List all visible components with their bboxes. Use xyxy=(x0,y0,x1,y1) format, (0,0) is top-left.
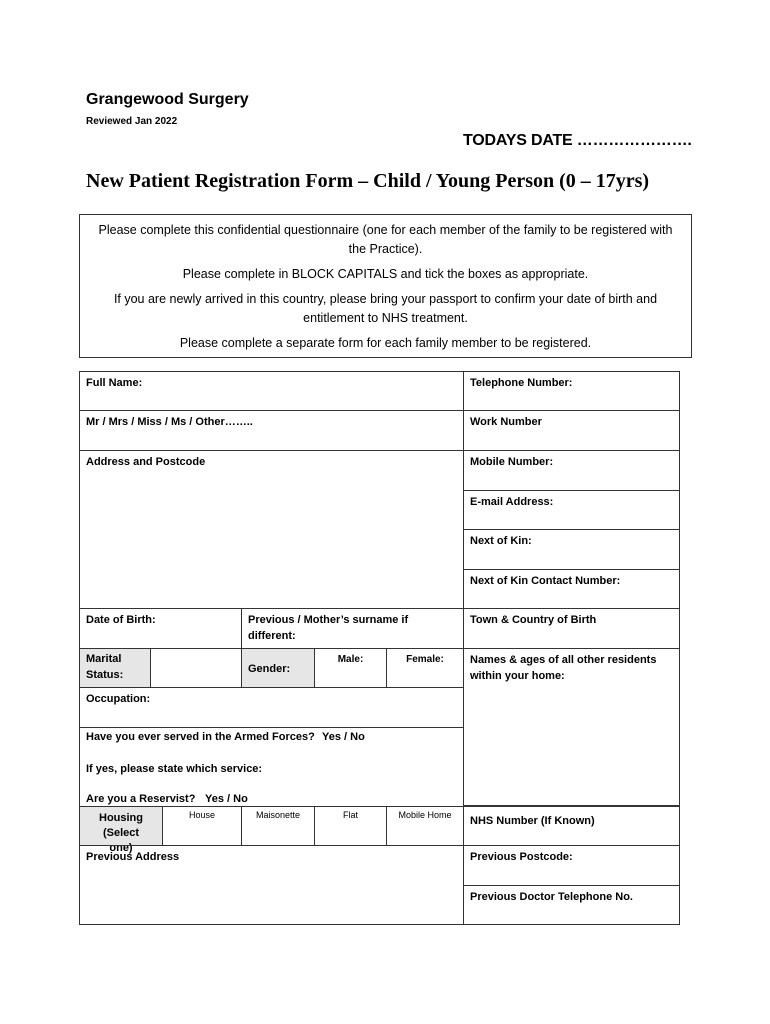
mobile-label: Mobile Number: xyxy=(470,456,554,468)
email-field[interactable] xyxy=(463,490,680,530)
gender-label-cell xyxy=(241,648,315,688)
address-label: Address and Postcode xyxy=(86,456,206,468)
next-of-kin-field[interactable] xyxy=(463,529,680,570)
next-of-kin-label: Next of Kin: xyxy=(470,535,532,547)
instruction-confidential: Please complete this confidential questionnaire (one for each member of the family to be registered with the Practice). xyxy=(98,223,673,256)
full-name-field[interactable] xyxy=(79,371,464,411)
housing-label-cell xyxy=(79,806,163,854)
reviewed-date: Reviewed Jan 2022 xyxy=(86,116,178,127)
housing-option-maisonette[interactable] xyxy=(241,806,315,846)
instruction-block-capitals: Please complete in BLOCK CAPITALS and tick the boxes as appropriate. xyxy=(182,267,589,281)
reservist-question: Are you a Reservist? xyxy=(86,793,196,805)
marital-status-label-cell xyxy=(79,648,151,688)
town-country-birth-label: Town & Country of Birth xyxy=(470,614,597,626)
telephone-label: Telephone Number: xyxy=(470,377,573,389)
previous-postcode-field[interactable] xyxy=(463,845,680,886)
previous-address-field[interactable] xyxy=(79,845,464,925)
nhs-number-label: NHS Number (If Known) xyxy=(470,815,595,827)
title-field[interactable] xyxy=(79,410,464,451)
housing-label: Housing (Select one) xyxy=(99,812,143,854)
full-name-label: Full Name: xyxy=(86,377,143,389)
housing-flat-label: Flat xyxy=(342,810,358,820)
housing-maisonette-label: Maisonette xyxy=(255,810,301,820)
previous-surname-field[interactable] xyxy=(241,608,464,649)
nhs-number-field[interactable] xyxy=(463,806,680,846)
occupation-label: Occupation: xyxy=(86,693,151,705)
form-title: New Patient Registration Form – Child / Young Person (0 – 17yrs) xyxy=(86,170,650,192)
marital-status-input[interactable] xyxy=(150,648,242,688)
todays-date-field[interactable]: TODAYS DATE …………………. xyxy=(463,132,692,149)
gender-female-box[interactable] xyxy=(386,648,464,688)
previous-doctor-phone-field[interactable] xyxy=(463,885,680,925)
telephone-field[interactable] xyxy=(463,371,680,411)
reservist-yes-no[interactable]: Yes / No xyxy=(205,793,248,805)
dob-field[interactable] xyxy=(79,608,242,649)
next-of-kin-contact-field[interactable] xyxy=(463,569,680,609)
mobile-field[interactable] xyxy=(463,450,680,491)
female-label: Female: xyxy=(406,654,444,665)
armed-forces-yes-no[interactable]: Yes / No xyxy=(322,731,365,743)
housing-option-house[interactable] xyxy=(162,806,242,846)
previous-postcode-label: Previous Postcode: xyxy=(470,851,573,863)
dob-label: Date of Birth: xyxy=(86,614,156,626)
gender-label: Gender: xyxy=(248,663,291,675)
previous-address-label: Previous Address xyxy=(86,851,180,863)
which-service-label: If yes, please state which service: xyxy=(86,763,263,775)
occupation-field[interactable] xyxy=(79,687,464,728)
instruction-separate-form: Please complete a separate form for each family member to be registered. xyxy=(179,336,592,350)
previous-doctor-phone-label: Previous Doctor Telephone No. xyxy=(470,891,633,903)
marital-status-label: Marital Status: xyxy=(86,653,124,681)
residents-field[interactable] xyxy=(463,648,680,806)
instruction-passport: If you are newly arrived in this country, please bring your passport to confirm your date of birth and entitlement to NHS treatment. xyxy=(113,292,658,325)
instructions-box xyxy=(79,214,692,358)
male-label: Male: xyxy=(337,654,364,665)
work-number-label: Work Number xyxy=(470,416,542,428)
gender-male-box[interactable] xyxy=(314,648,387,688)
armed-forces-question: Have you ever served in the Armed Forces? xyxy=(86,731,315,743)
housing-house-label: House xyxy=(188,810,215,820)
housing-option-flat[interactable] xyxy=(314,806,387,846)
housing-mobile-home-label: Mobile Home xyxy=(398,810,452,820)
housing-option-mobile-home[interactable] xyxy=(386,806,464,846)
previous-surname-label: Previous / Mother’s surname if different: xyxy=(248,614,409,642)
title-label: Mr / Mrs / Miss / Ms / Other…….. xyxy=(86,416,253,428)
next-of-kin-contact-label: Next of Kin Contact Number: xyxy=(470,575,621,587)
town-country-birth-field[interactable] xyxy=(463,608,680,649)
address-field[interactable] xyxy=(79,450,464,609)
work-number-field[interactable] xyxy=(463,410,680,451)
email-label: E-mail Address: xyxy=(470,496,554,508)
residents-label: Names & ages of all other residents within your home: xyxy=(470,654,657,682)
practice-name: Grangewood Surgery xyxy=(86,91,249,108)
